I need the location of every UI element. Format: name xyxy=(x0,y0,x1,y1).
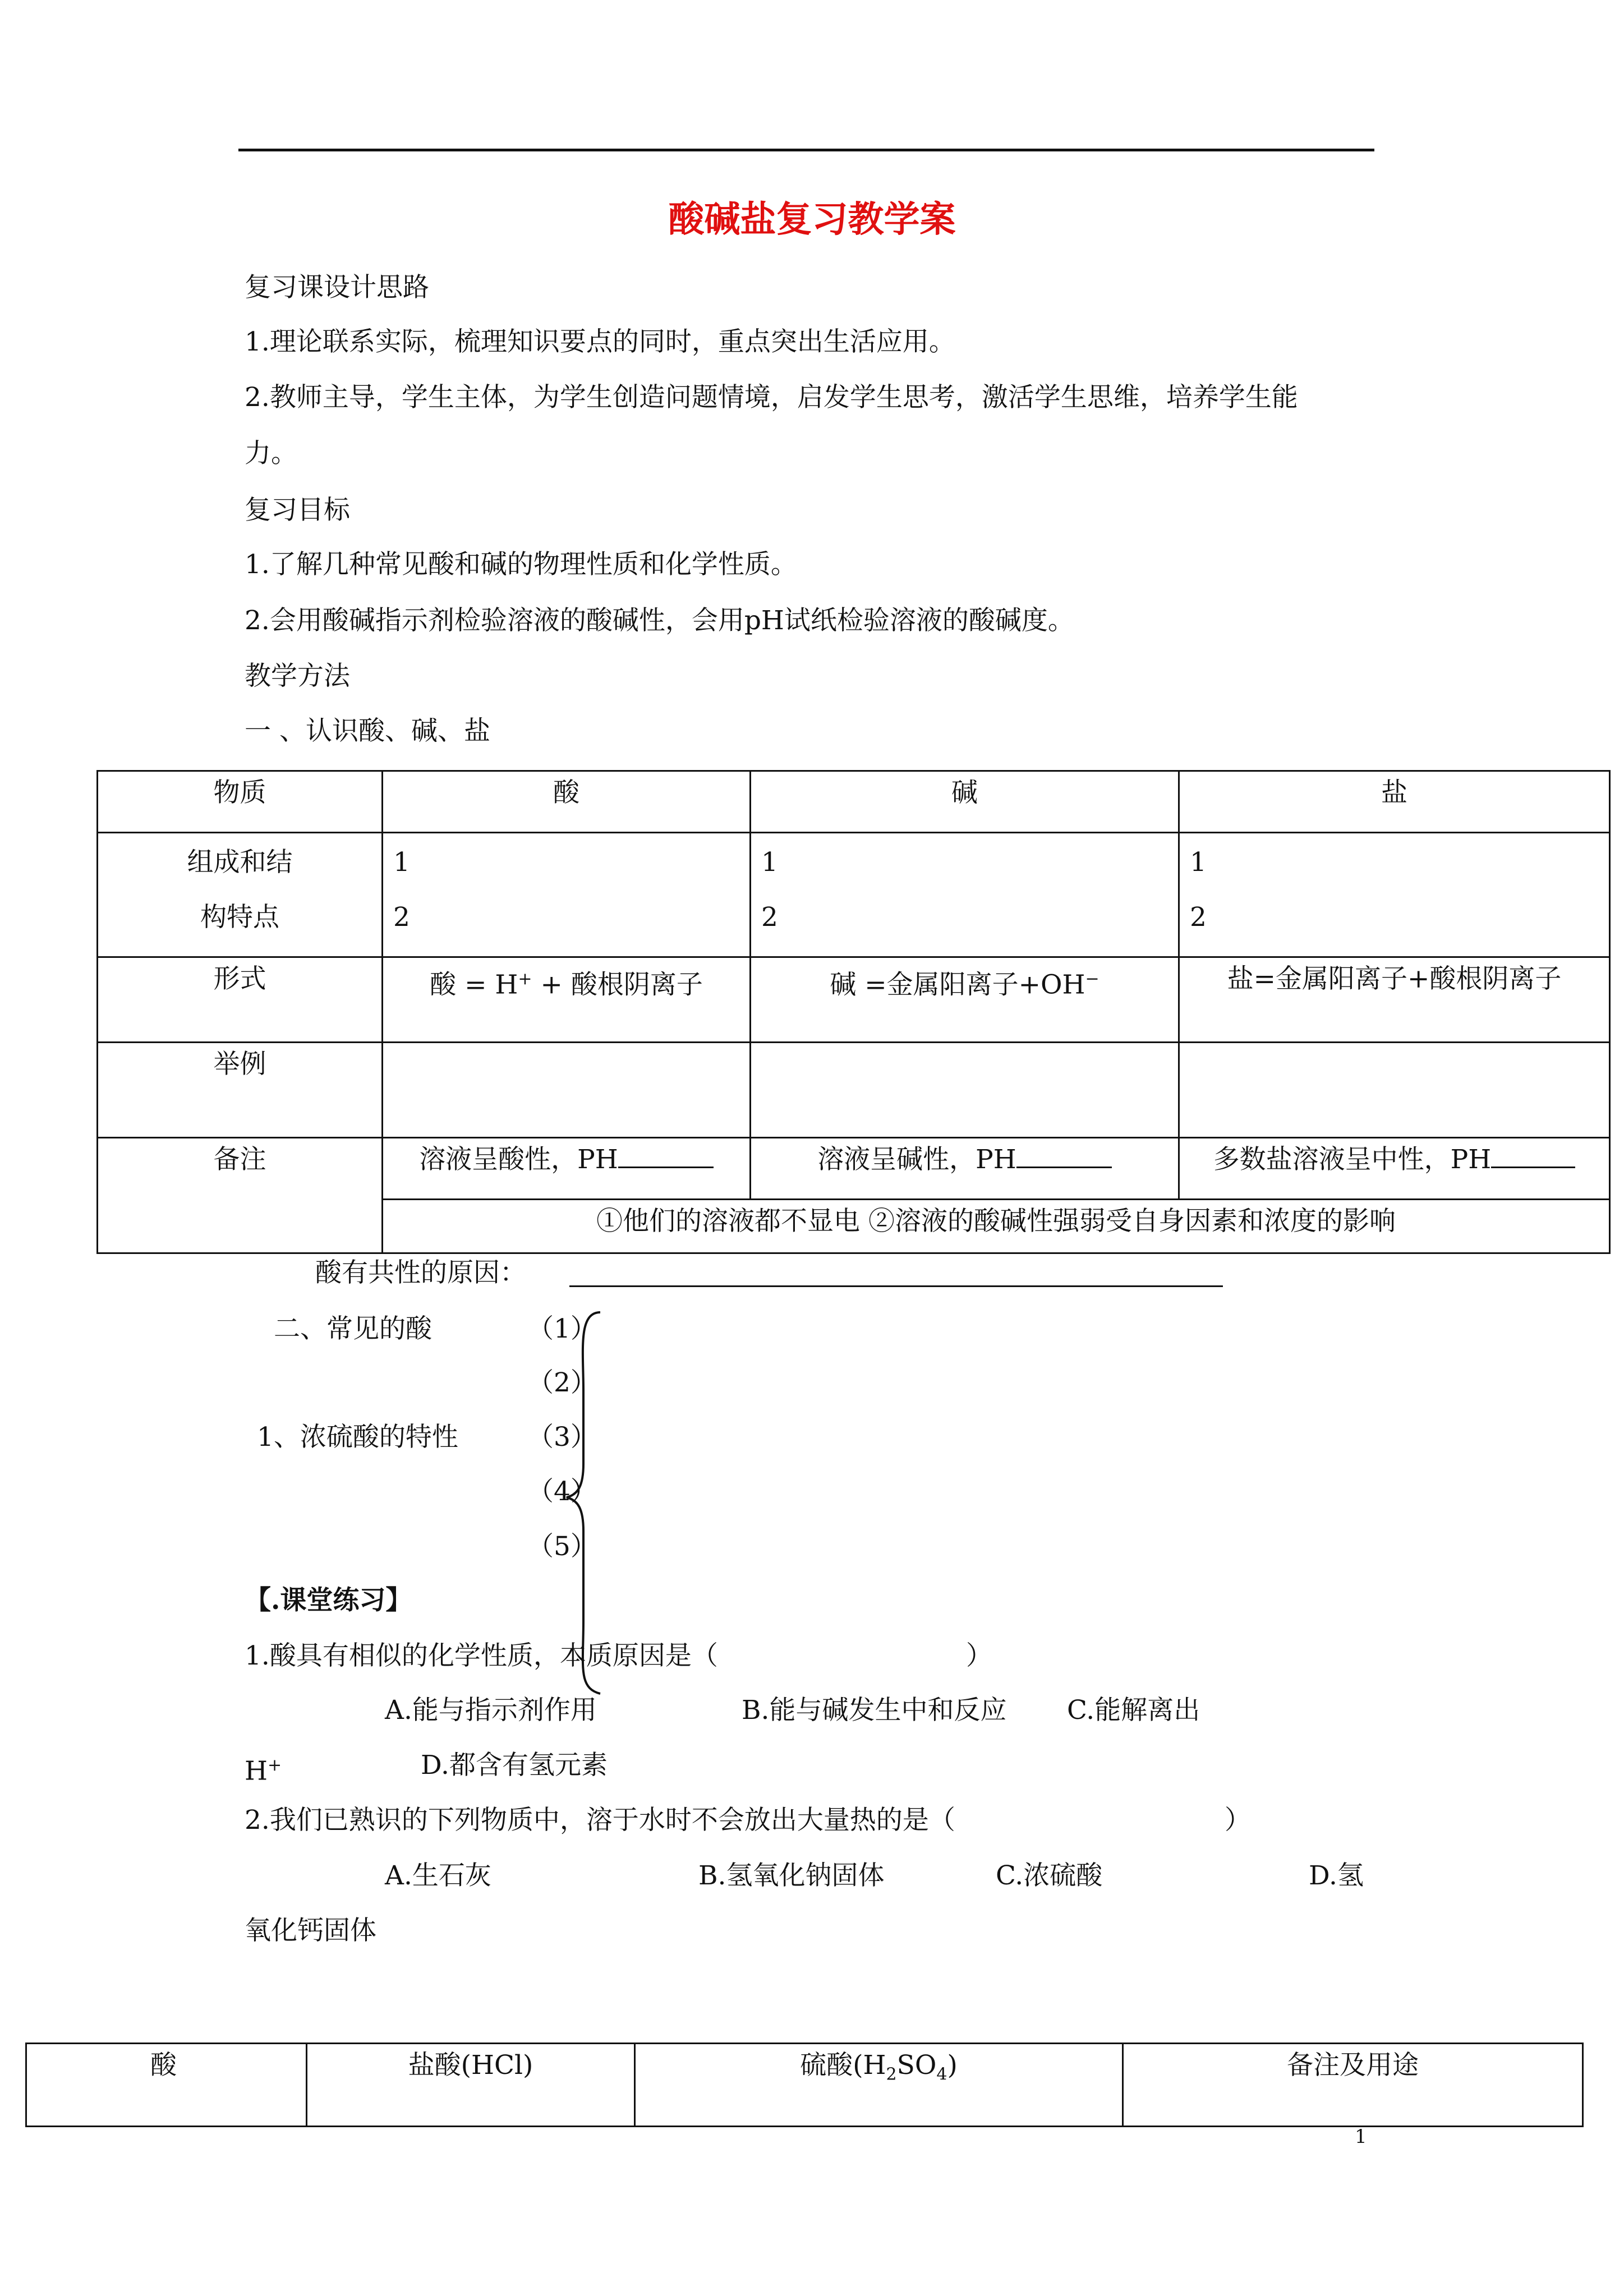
design-heading: 复习课设计思路 xyxy=(245,272,429,303)
form-salt: 盐=金属阳离子+酸根阴离子 xyxy=(1179,957,1610,1043)
composition-base: 1 2 xyxy=(751,833,1179,957)
header-base: 碱 xyxy=(751,771,1179,833)
table-row-example xyxy=(98,1043,1610,1138)
q1-option-d: D.都含有氢元素 xyxy=(421,1750,608,1781)
property-5: （5） xyxy=(527,1531,597,1562)
form-acid: 酸 = H+ + 酸根阴离子 xyxy=(383,957,751,1043)
common-acids-table xyxy=(25,2043,1584,2127)
q2-option-b: B.氢氧化钠固体 xyxy=(698,1860,885,1891)
goals-heading: 复习目标 xyxy=(245,495,350,525)
q2-option-c: C.浓硫酸 xyxy=(996,1860,1103,1891)
q2-option-a: A.生石灰 xyxy=(385,1860,491,1891)
header-notes-uses: 备注及用途 xyxy=(1123,2044,1583,2127)
common-reason-blank xyxy=(569,1285,1223,1287)
table-row-form xyxy=(98,957,1610,1043)
composition-acid: 1 2 xyxy=(383,833,751,957)
sulfuric-acid-heading: 1、浓硫酸的特性 xyxy=(257,1422,458,1453)
design-point-1: 1.理论联系实际，梳理知识要点的同时，重点突出生活应用。 xyxy=(245,326,955,357)
composition-salt: 1 2 xyxy=(1179,833,1610,957)
common-reason-label: 酸有共性的原因： xyxy=(315,1257,526,1288)
note-acid: 溶液呈酸性，PH xyxy=(383,1138,751,1200)
note-common: ①他们的溶液都不显电 ②溶液的酸碱性强弱受自身因素和浓度的影响 xyxy=(383,1200,1610,1253)
note-base: 溶液呈碱性，PH xyxy=(751,1138,1179,1200)
header-acid: 酸 xyxy=(26,2044,307,2127)
practice-heading: 【.课堂练习】 xyxy=(245,1585,412,1616)
goal-2: 2.会用酸碱指示剂检验溶液的酸碱性，会用pH试纸检验溶液的酸碱度。 xyxy=(245,605,1074,636)
q1-option-a: A.能与指示剂作用 xyxy=(385,1695,597,1726)
q2-option-d-cont: 氧化钙固体 xyxy=(245,1915,376,1946)
table-header-row xyxy=(26,2044,1583,2127)
header-substance: 物质 xyxy=(98,771,383,833)
q1-option-b: B.能与碱发生中和反应 xyxy=(742,1695,1007,1726)
section-1-heading: 一 、认识酸、碱、盐 xyxy=(245,716,490,746)
header-sulfuric-acid: 硫酸$(H_2SO_4)$ xyxy=(635,2044,1123,2127)
header-rule xyxy=(238,149,1374,151)
form-label: 形式 xyxy=(98,957,383,1043)
page-title: 酸碱盐复习教学案 xyxy=(668,199,956,241)
q1-option-c: C.能解离出 xyxy=(1067,1695,1200,1726)
property-1: （1） xyxy=(527,1313,597,1344)
note-label: 备注 xyxy=(98,1138,383,1253)
question-2: 2.我们已熟识的下列物质中，溶于水时不会放出大量热的是（ xyxy=(245,1805,955,1836)
goal-1: 1.了解几种常见酸和碱的物理性质和化学性质。 xyxy=(245,549,797,580)
method-heading: 教学方法 xyxy=(245,661,350,691)
table-row-composition xyxy=(98,833,1610,957)
header-acid: 酸 xyxy=(383,771,751,833)
composition-label: 组成和结 构特点 xyxy=(98,833,383,957)
property-2: （2） xyxy=(527,1367,597,1398)
property-4: （4） xyxy=(527,1476,597,1507)
q1-option-c-cont: H+ xyxy=(245,1755,282,1787)
q2-option-d: D.氢 xyxy=(1309,1860,1364,1891)
acid-base-salt-table xyxy=(96,770,1611,1254)
header-hydrochloric-acid: 盐酸(HCl) xyxy=(307,2044,635,2127)
question-1: 1.酸具有相似的化学性质，本质原因是（ xyxy=(245,1640,718,1671)
form-base: 碱 =金属阳离子+OH− xyxy=(751,957,1179,1043)
note-salt: 多数盐溶液呈中性，PH xyxy=(1179,1138,1610,1200)
example-base xyxy=(751,1043,1179,1138)
question-1-end: ） xyxy=(966,1640,992,1671)
page-number: 1 xyxy=(1355,2126,1367,2148)
header-salt: 盐 xyxy=(1179,771,1610,833)
design-point-2: 2.教师主导，学生主体，为学生创造问题情境，启发学生思考，激活学生思维，培养学生能 xyxy=(245,382,1298,413)
design-point-2-cont: 力。 xyxy=(245,438,297,469)
section-2-heading: 二、常见的酸 xyxy=(274,1313,432,1344)
example-salt xyxy=(1179,1043,1610,1138)
example-label: 举例 xyxy=(98,1043,383,1138)
table-header-row xyxy=(98,771,1610,833)
property-3: （3） xyxy=(527,1422,597,1453)
example-acid xyxy=(383,1043,751,1138)
table-row-note xyxy=(98,1138,1610,1200)
question-2-end: ） xyxy=(1225,1805,1251,1836)
